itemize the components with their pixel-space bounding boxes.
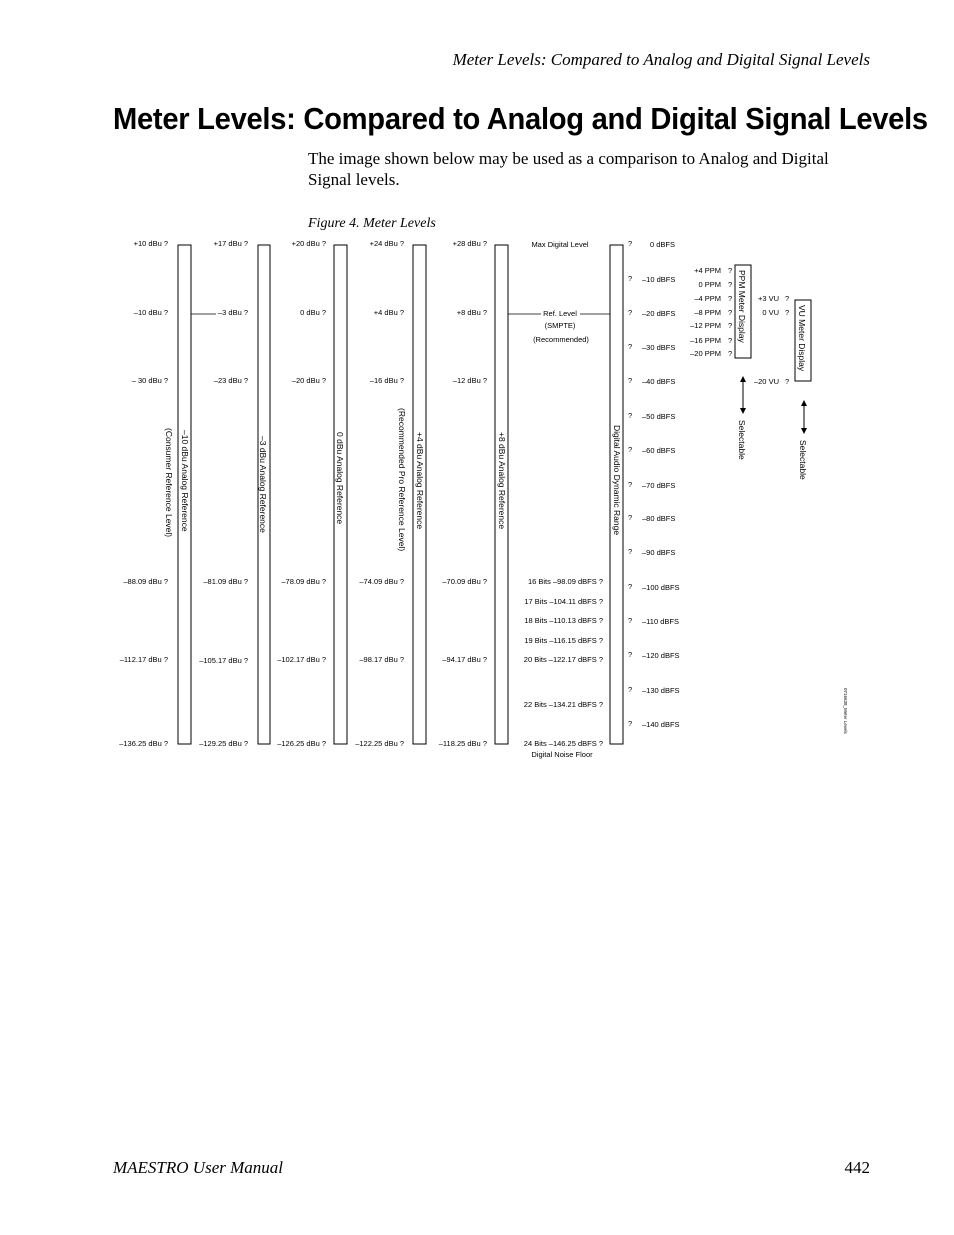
analog-label: –112.17 dBu ? [119,655,168,664]
intro-paragraph: The image shown below may be used as a comparison to Analog and Digital Signal levels. [308,149,829,189]
analog-bar-1-title: –10 dBu Analog Reference [180,430,190,532]
analog-label: –10 dBu ? [133,308,168,317]
analog-label: –136.25 dBu ? [119,739,168,748]
dbfs-marker: ? [628,650,633,659]
dbfs-marker: ? [628,239,633,248]
dbfs-marker: ? [628,719,633,728]
dbfs-marker: ? [628,445,633,454]
analog-label: –88.09 dBu ? [123,577,168,586]
dbfs-marker: ? [628,616,633,625]
ppm-label: –4 PPM [694,294,721,303]
ppm-marker: ? [728,349,733,358]
dbfs-label: –50 dBFS [642,412,676,421]
dynamic-range-title: Digital Audio Dynamic Range [612,425,622,536]
analog-bar-4-subtitle: (Recommended Pro Reference Level) [397,408,407,552]
digital-noise-floor: Digital Noise Floor [531,750,593,759]
analog-label: –122.25 dBu ? [355,739,404,748]
analog-label: –102.17 dBu ? [277,655,326,664]
analog-label: –20 dBu ? [291,376,326,385]
analog-label: –74.09 dBu ? [359,577,404,586]
ppm-marker: ? [728,336,733,345]
analog-label: –3 dBu ? [217,308,248,317]
analog-label: – 30 dBu ? [131,376,168,385]
bit-depth-label: 17 Bits –104.11 dBFS ? [524,597,603,606]
dbfs-label: –140 dBFS [642,720,680,729]
smpte-note: (SMPTE) [544,321,576,330]
analog-bar-2-title: –3 dBu Analog Reference [258,436,268,533]
dbfs-label: –90 dBFS [642,548,676,557]
analog-label: +20 dBu ? [291,239,326,248]
bit-depth-label: 16 Bits –98.09 dBFS ? [527,577,603,586]
dbfs-label: –110 dBFS [642,617,679,626]
analog-bar-3-title: 0 dBu Analog Reference [335,432,345,525]
analog-column-2-labels [199,239,248,748]
dbfs-scale [628,239,680,729]
vu-label: +3 VU [757,294,779,303]
analog-label: –126.25 dBu ? [277,739,326,748]
figure-caption: Figure 4. Meter Levels [308,216,436,231]
ppm-label: –20 PPM [690,349,721,358]
ppm-label: 0 PPM [698,280,721,289]
vu-marker: ? [785,294,790,303]
ppm-marker: ? [728,294,733,303]
analog-column-1-labels [119,239,168,748]
dbfs-label: 0 dBFS [650,240,676,249]
ppm-label: +4 PPM [694,266,721,275]
dbfs-label: –10 dBFS [642,275,676,284]
ppm-label: –8 PPM [694,308,721,317]
vu-meter-title: VU Meter Display [797,305,807,372]
dbfs-label: –100 dBFS [642,583,680,592]
ppm-marker: ? [728,308,733,317]
dbfs-label: –40 dBFS [642,377,676,386]
analog-label: +4 dBu ? [373,308,404,317]
dbfs-marker: ? [628,582,633,591]
analog-label: –16 dBu ? [369,376,404,385]
dbfs-marker: ? [628,480,633,489]
ppm-selectable: Selectable [737,420,747,460]
dbfs-label: –20 dBFS [642,309,676,318]
running-header: Meter Levels: Compared to Analog and Digital Signal Levels [452,50,870,69]
analog-label: –70.09 dBu ? [442,577,487,586]
analog-column-3-labels [277,239,326,748]
dbfs-label: –120 dBFS [642,651,680,660]
analog-label: –98.17 dBu ? [359,655,404,664]
vu-selectable-arrow [801,400,807,434]
ppm-selectable-arrow [740,376,746,414]
digital-notes [508,240,610,759]
analog-label: +10 dBu ? [133,239,168,248]
ppm-marker: ? [728,321,733,330]
vu-marker: ? [785,308,790,317]
analog-column-5-labels [439,239,487,748]
vu-marker: ? [785,377,790,386]
dbfs-label: –60 dBFS [642,446,676,455]
footer-page-number: 442 [844,1158,870,1177]
figure-file-id: 0716638_Meter Levels [843,688,848,734]
ppm-marker: ? [728,280,733,289]
ref-level: Ref. Level [543,309,577,318]
vu-label: 0 VU [762,308,779,317]
dbfs-marker: ? [628,547,633,556]
bit-depth-label: 22 Bits –134.21 dBFS ? [523,700,603,709]
analog-label: +8 dBu ? [456,308,487,317]
dbfs-label: –80 dBFS [642,514,676,523]
analog-bar-5-title: +8 dBu Analog Reference [497,432,507,530]
page-title: Meter Levels: Compared to Analog and Digital Signal Levels [113,101,928,136]
dbfs-marker: ? [628,411,633,420]
analog-bar-4-title: +4 dBu Analog Reference [415,432,425,530]
dbfs-label: –30 dBFS [642,343,676,352]
analog-label: –12 dBu ? [452,376,487,385]
bit-depth-label: 18 Bits –110.13 dBFS ? [524,616,603,625]
dbfs-label: –130 dBFS [642,686,680,695]
analog-label: +17 dBu ? [213,239,248,248]
vu-selectable: Selectable [798,440,808,480]
analog-label: –94.17 dBu ? [442,655,487,664]
analog-label: 0 dBu ? [300,308,326,317]
recommended-note: (Recommended) [533,335,589,344]
analog-column-4-labels [355,239,404,748]
ppm-label: –16 PPM [690,336,721,345]
dbfs-label: –70 dBFS [642,481,676,490]
vu-label: –20 VU [753,377,779,386]
analog-label: –81.09 dBu ? [203,577,248,586]
bit-depth-label: 19 Bits –116.15 dBFS ? [524,636,603,645]
analog-label: +24 dBu ? [369,239,404,248]
max-digital-level: Max Digital Level [531,240,589,249]
dbfs-marker: ? [628,513,633,522]
analog-bar-1-subtitle: (Consumer Reference Level) [164,428,174,538]
analog-label: –129.25 dBu ? [199,739,248,748]
ppm-label: –12 PPM [690,321,721,330]
vu-labels [754,294,789,386]
analog-label: +28 dBu ? [452,239,487,248]
ppm-marker: ? [728,266,733,275]
dbfs-marker: ? [628,685,633,694]
bit-depth-label: 24 Bits –146.25 dBFS ? [523,739,603,748]
dbfs-marker: ? [628,342,633,351]
footer-manual-title: MAESTRO User Manual [113,1158,283,1177]
analog-label: –105.17 dBu ? [199,656,248,665]
analog-label: –78.09 dBu ? [281,577,326,586]
ppm-meter-title: PPM Meter Display [737,270,747,343]
ppm-labels [690,266,732,358]
dbfs-marker: ? [628,308,633,317]
bit-depth-label: 20 Bits –122.17 dBFS ? [523,655,603,664]
dbfs-marker: ? [628,376,633,385]
analog-label: –23 dBu ? [213,376,248,385]
analog-label: –118.25 dBu ? [438,739,487,748]
dbfs-marker: ? [628,274,633,283]
